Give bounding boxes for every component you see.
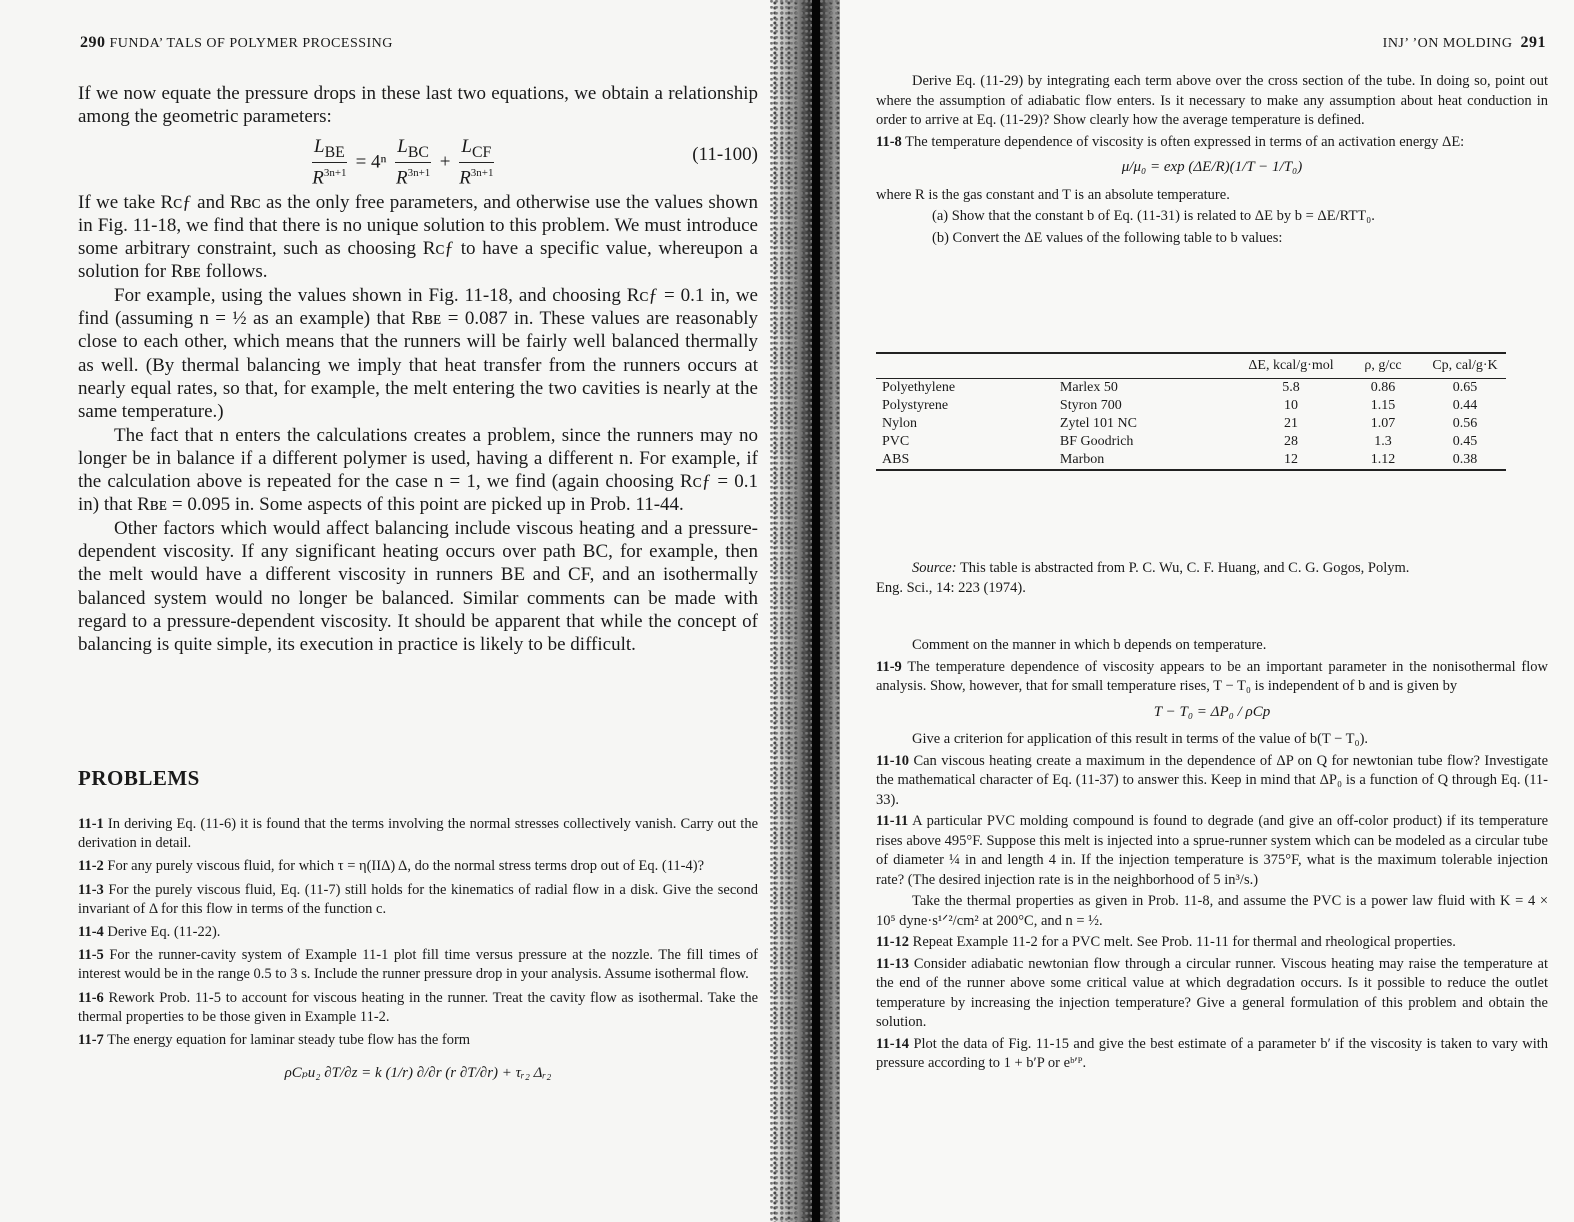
problem-11-8-part-a: (a) Show that the constant b of Eq. (11-31) is related to ΔE by b = ΔE/RTT₀. xyxy=(932,208,1375,224)
table-row: PVC BF Goodrich 28 1.3 0.45 xyxy=(882,434,1478,449)
right-page xyxy=(840,0,1574,1222)
right-running-title: INJ’ ’ON MOLDING xyxy=(1382,36,1513,51)
left-running-title: FUNDA’ TALS OF POLYMER PROCESSING xyxy=(109,36,393,51)
col-delta-e: ΔE, kcal/g·mol xyxy=(1248,358,1334,373)
problem-item: 11-9 The temperature dependence of viscosity appears to be an important parameter in the nonisothermal flow analysis. Show, however, that for small temperature rises, T − T₀ is independent of b and is given by xyxy=(876,658,1548,694)
problem-11-8-part-b: (b) Convert the ΔE values of the following table to b values: xyxy=(932,229,1283,246)
problem-item: 11-2 For any purely viscous fluid, for which τ = η(IIΔ) Δ, do the normal stress terms drop out of Eq. (11-4)? xyxy=(78,858,705,875)
problem-11-11-continued: Take the thermal properties as given in Prob. 11-8, and assume the PVC is a power law fluid with K = 4 × 10⁵ dyne·s¹ᐟ²/cm² at 200°C, and n = ½. xyxy=(876,893,1548,929)
col-cp: Cp, cal/g·K xyxy=(1432,358,1498,373)
eq-num-lbe: $L_{BE}$ xyxy=(312,137,347,164)
problem-11-8: 11-8 The temperature dependence of viscosity is often expressed in terms of an activation energy ΔE: xyxy=(876,133,1465,150)
left-running-head xyxy=(80,34,393,52)
problem-item: 11-10 Can viscous heating create a maximum in the dependence of ΔP on Q for newtonian tube flow? Investigate the mathematical character of Eq. (11-37) to answer this. Keep in mind that ΔP₀ is a function of Q through Eq. (11-33). xyxy=(876,752,1548,808)
left-body-text xyxy=(78,82,758,657)
equation-body: $\frac{L_{BE}}{R^{3n+1}}$ = 4ⁿ $\frac{L_{BC}}{R^{3n+1}}$ + $\frac{L_{CF}}{R^{3n+1}}$ xyxy=(312,135,494,189)
temperature-rise-equation: T − T₀ = ΔP₀ / ρCp xyxy=(1153,703,1271,720)
energy-equation: ρCₚu₂ ∂T/∂z = k (1/r) ∂/∂r (r ∂T/∂r) + τᵣ₂ Δᵣ₂ xyxy=(284,1065,552,1082)
right-page-number: 291 xyxy=(1520,34,1546,51)
table-row: ABS Marbon 12 1.12 0.38 xyxy=(876,451,1506,470)
problem-item: 11-7 The energy equation for laminar steady tube flow has the form xyxy=(78,1032,471,1049)
paragraph-4: The fact that n enters the calculations creates a problem, since the runners may no longer be in balance if a different polymer is used, having a different n. For example, if the calculation above is repeated for the case n = 1, we find (again choosing Rᴄƒ = 0.1 in) that Rʙᴇ = 0.095 in. Some aspects of this point are picked up in Prob. 11-44. xyxy=(78,424,758,516)
paragraph-3: For example, using the values shown in Fig. 11-18, and choosing Rᴄƒ = 0.1 in, we find (assuming n = ½ as an example) that Rʙᴇ = 0.087 in. These values are reasonably close to each other, which means that the runners will be fairly well balanced thermally as well. (By thermal balancing we imply that heat transfer from the runners occurs at nearly equal rates, so that, for example, the melt entering the two cavities is nearly at the same temperature.) xyxy=(78,284,758,423)
paragraph-5: Other factors which would affect balancing include viscous heating and a pressure-dependent viscosity. If any significant heating occurs over path BC, for example, then the melt would have a different viscosity in runners BE and CF, and an isothermally balanced system would no longer be balanced. Similar comments can be made with regard to a pressure-dependent viscosity. It should be apparent that while the concept of balancing is quite simple, its execution in practice is likely to be difficult. xyxy=(78,517,758,656)
table-header-row xyxy=(876,353,1506,379)
problem-item: 11-4 Derive Eq. (11-22). xyxy=(78,924,221,941)
problem-item: 11-6 Rework Prob. 11-5 to account for viscous heating in the runner. Treat the cavity flow as isothermal. Take the thermal properties to be those given in Example 11-2. xyxy=(78,989,759,1025)
eq-den-rbe: $R^{3n+1}$ xyxy=(312,167,347,189)
left-page-number: 290 xyxy=(80,34,106,51)
table-row: Polystyrene Styron 700 10 1.15 0.44 xyxy=(882,398,1478,413)
problem-item: 11-13 Consider adiabatic newtonian flow through a circular runner. Viscous heating may raise the temperature at the end of the runner above some critical value at which degradation occurs. Is it possible to reduce the outlet temperature by increasing the injection temperature? Give a general formulation of this problem and obtain the solution. xyxy=(876,955,1548,1030)
viscosity-equation: μ/μ₀ = exp (ΔE/R)(1/T − 1/T₀) xyxy=(1121,159,1303,175)
criterion-line: Give a criterion for application of this result in terms of the value of b(T − T₀). xyxy=(912,731,1369,747)
problem-item: 11-5 For the runner-cavity system of Example 11-1 plot fill time versus pressure at the nozzle. The fill times of interest would be in the range 0.5 to 3 s. Include the runner pressure drop in your analysis. Assume isothermal flow. xyxy=(78,947,758,983)
table-source-note: Source: This table is abstracted from P. C. Wu, C. F. Huang, and C. G. Gogos, Polym. Eng. Sci., 14: 223 (1974). xyxy=(876,560,1410,596)
table-row: Nylon Zytel 101 NC 21 1.07 0.56 xyxy=(882,416,1478,431)
paragraph-2: If we take Rᴄƒ and Rʙᴄ as the only free parameters, and otherwise use the values shown in Fig. 11-18, we find that there is no unique solution to this problem. We must introduce some arbitrary constraint, such as choosing Rᴄƒ to have a specific value, whereupon a solution for Rʙᴇ follows. xyxy=(78,191,758,283)
problem-11-8-where: where R is the gas constant and T is an absolute temperature. xyxy=(876,186,1230,203)
polymer-properties-table xyxy=(876,352,1506,471)
book-spine xyxy=(812,0,820,1222)
problems-list-left xyxy=(78,815,758,1083)
right-top-text xyxy=(876,72,1548,250)
problem-item: 11-12 Repeat Example 11-2 for a PVC melt. See Prob. 11-11 for thermal and rheological properties. xyxy=(876,934,1456,950)
problem-item: 11-3 For the purely viscous fluid, Eq. (11-7) still holds for the kinematics of radial flow in a disk. Give the second invariant of Δ for this flow in terms of the function c. xyxy=(78,881,759,917)
col-rho: ρ, g/cc xyxy=(1364,358,1402,373)
problem-item: 11-1 In deriving Eq. (11-6) it is found that the terms involving the normal stresses collectively vanish. Carry out the derivation in detail. xyxy=(78,816,759,852)
problem-11-7-continued: Derive Eq. (11-29) by integrating each term above over the cross section of the tube. In doing so, point out where the assumption of adiabatic flow enters. Is it necessary to make any assumption about heat conduction in order to arrive at Eq. (11-29)? Show clearly how the average temperature is defined. xyxy=(876,73,1548,128)
problem-item: 11-14 Plot the data of Fig. 11-15 and give the best estimate of a parameter b′ if the viscosity is taken to vary with pressure according to 1 + b′P or eᵇ′ᴾ. xyxy=(876,1035,1548,1071)
table-row: Polyethylene Marlex 50 5.8 0.86 0.65 xyxy=(882,380,1478,395)
right-bottom-text xyxy=(876,636,1548,1076)
equation-11-100 xyxy=(78,129,758,189)
right-running-head xyxy=(1383,34,1546,52)
comment-line: Comment on the manner in which b depends on temperature. xyxy=(912,637,1267,653)
equation-number: (11-100) xyxy=(692,143,758,165)
problems-heading: PROBLEMS xyxy=(78,766,200,790)
problem-item: 11-11 A particular PVC molding compound is found to degrade (and give an off-color product) if its temperature rises above 495°F. Suppose this melt is injected into a sprue-runner system which can be modeled as a circular tube of diameter ¼ in and length 4 in. If the injection temperature is 375°F, what is the maximum tolerable injection rate? (The desired injection rate is in the neighborhood of 5 in³/s.) xyxy=(876,813,1548,888)
paragraph-1: If we now equate the pressure drops in these last two equations, we obtain a relationship among the geometric parameters: xyxy=(78,83,758,128)
